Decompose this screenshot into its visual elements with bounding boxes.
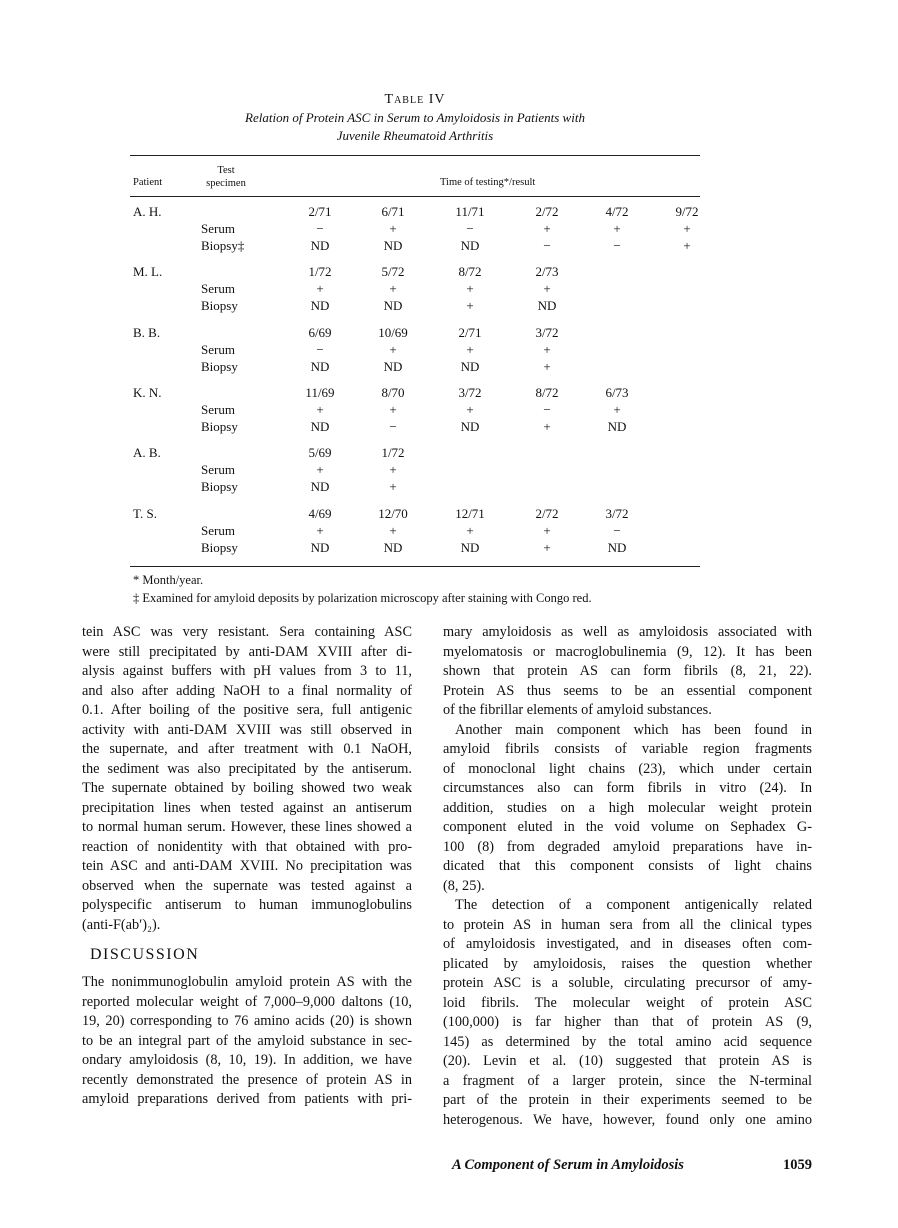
- text-line: (20). Levin et al. (10) suggested that protein AS is: [443, 1053, 812, 1069]
- biopsy-result: ND: [460, 418, 480, 434]
- table-subtitle: [0, 109, 830, 145]
- text-line: Another main component which has been found in: [455, 721, 812, 738]
- text-line: loid fibrils. The molecular weight of protein ASC: [443, 994, 812, 1011]
- header-time-of-testing: Time of testing*/result: [440, 177, 536, 188]
- row-label-biopsy: Biopsy: [201, 298, 238, 314]
- biopsy-result: +: [543, 539, 551, 555]
- biopsy-result: +: [466, 298, 474, 314]
- row-label-serum: Serum: [201, 462, 235, 478]
- text-line: the sediment was also precipitated by the antiserum.: [82, 760, 412, 777]
- running-title: A Component of Serum in Amyloidosis: [452, 1157, 684, 1173]
- serum-result: +: [389, 401, 397, 417]
- test-date: 5/72: [381, 264, 405, 280]
- test-date: 2/71: [458, 324, 482, 340]
- serum-result: +: [466, 401, 474, 417]
- patient-name: K. N.: [133, 384, 162, 400]
- row-label-serum: Serum: [201, 522, 235, 538]
- text-line: 19, 20) corresponding to 76 amino acids (20) is shown: [82, 1013, 412, 1029]
- patient-name: A. H.: [133, 204, 162, 219]
- paragraph: [82, 623, 412, 935]
- text-line: The supernate obtained by boiling showed two weak: [82, 780, 412, 796]
- text-line: (8, 25).: [443, 877, 485, 894]
- serum-result: +: [613, 221, 621, 236]
- text-line: precipitation lines when tested against an antiserum: [82, 799, 412, 816]
- serum-result: +: [543, 522, 551, 538]
- test-date: 8/72: [535, 384, 559, 400]
- test-date: 8/72: [458, 264, 482, 280]
- biopsy-result: +: [683, 238, 691, 253]
- text-line: The detection of a component antigenically related: [455, 897, 812, 913]
- test-date: 9/72: [675, 204, 699, 219]
- text-line: amyloid preparations derived from patients with pri-: [82, 1091, 412, 1107]
- patient-name: M. L.: [133, 264, 163, 280]
- text-line: the supernate, and after treatment with 0.1 NaOH,: [82, 741, 412, 757]
- text-line: 100 (8) from degraded amyloid preparations have in-: [443, 838, 812, 855]
- patient-name: B. B.: [133, 324, 161, 340]
- biopsy-result: −: [389, 418, 397, 434]
- serum-result: +: [389, 281, 397, 297]
- text-line: alysis against buffers with pH values from 3 to 11,: [82, 663, 412, 679]
- biopsy-result: ND: [607, 418, 627, 434]
- serum-result: +: [316, 401, 324, 417]
- text-line: activity with anti-DAM XVIII was still observed in: [82, 721, 412, 738]
- serum-result: +: [613, 401, 621, 417]
- left-text-column: [82, 623, 412, 1110]
- biopsy-result: +: [543, 358, 551, 374]
- text-line: polyspecific antiserum to human immunoglobulins: [82, 897, 412, 913]
- paragraph: [82, 973, 412, 1110]
- test-date: 12/71: [455, 505, 485, 521]
- text-line: mary amyloidosis as well as amyloidosis associated with: [443, 624, 812, 640]
- text-line: protein ASC is a soluble, circulating precursor of amy-: [443, 975, 812, 991]
- serum-result: +: [543, 221, 551, 236]
- footnote-month-year: * Month/year.: [133, 573, 204, 587]
- serum-result: +: [683, 221, 691, 236]
- serum-result: +: [389, 341, 397, 357]
- text-line: shown that protein AS can form fibrils (8, 21, 22).: [443, 663, 812, 679]
- serum-result: +: [316, 522, 324, 538]
- biopsy-result: ND: [310, 298, 330, 314]
- text-line: dicated that this component consists of light chains: [443, 858, 812, 874]
- row-label-serum: Serum: [201, 341, 235, 357]
- test-date: 6/71: [381, 204, 405, 219]
- section-heading: DISCUSSION: [90, 946, 200, 963]
- serum-result: +: [466, 281, 474, 297]
- text-line: amyloid fibrils consists of variable region fragments: [443, 741, 812, 757]
- text-line: plicated by amyloidosis, raises the question whether: [443, 955, 812, 972]
- text-line: component eluted in the void volume on Sephadex G-: [443, 819, 812, 835]
- test-date: 11/71: [455, 204, 485, 219]
- table-header-rule: [130, 196, 700, 197]
- test-date: 6/69: [308, 324, 332, 340]
- row-label-serum: Serum: [201, 401, 235, 417]
- footnote-biopsy: ‡ Examined for amyloid deposits by polarization microscopy after staining with Congo red.: [133, 591, 592, 605]
- biopsy-result: ND: [310, 539, 330, 555]
- biopsy-result: ND: [383, 358, 403, 374]
- biopsy-result: ND: [310, 418, 330, 434]
- test-date: 4/72: [605, 204, 629, 219]
- biopsy-result: ND: [310, 238, 330, 253]
- text-line: tein ASC and anti-DAM XVIII. No precipitation was: [82, 858, 412, 874]
- patient-name: A. B.: [133, 445, 161, 461]
- serum-result: −: [466, 221, 474, 236]
- text-line: 145) as determined by the total amino acid sequence: [443, 1033, 812, 1050]
- serum-result: +: [466, 341, 474, 357]
- paragraph: [443, 623, 812, 721]
- test-date: 4/69: [308, 505, 332, 521]
- text-line: The nonimmunoglobulin amyloid protein AS with the: [82, 974, 412, 990]
- text-line: of the fibrillar elements of amyloid substances.: [443, 702, 712, 718]
- biopsy-result: +: [543, 418, 551, 434]
- serum-result: −: [543, 401, 551, 417]
- paragraph: [443, 896, 812, 1130]
- test-date: 6/73: [605, 384, 629, 400]
- serum-result: +: [389, 522, 397, 538]
- biopsy-result: ND: [537, 298, 557, 314]
- test-date: 2/72: [535, 505, 559, 521]
- text-line: recently demonstrated the presence of protein AS in: [82, 1071, 412, 1088]
- serum-result: +: [389, 462, 397, 478]
- test-date: 12/70: [378, 505, 408, 521]
- header-test-line: specimen: [206, 178, 246, 189]
- table-bottom-rule: [130, 566, 700, 567]
- biopsy-result: ND: [310, 358, 330, 374]
- text-line: part of the protein in their experiments seemed to be: [443, 1092, 812, 1108]
- row-label-serum: Serum: [201, 221, 235, 236]
- row-label-serum: Serum: [201, 281, 235, 297]
- text-line: (100,000) is far higher than that of protein AS (9,: [443, 1014, 812, 1030]
- text-line: and also after adding NaOH to a final normality of: [82, 682, 412, 699]
- paragraph: [443, 721, 812, 897]
- serum-result: +: [543, 341, 551, 357]
- test-date: 3/72: [605, 505, 629, 521]
- serum-result: +: [316, 462, 324, 478]
- serum-result: −: [316, 221, 324, 236]
- serum-result: +: [466, 522, 474, 538]
- biopsy-result: ND: [383, 298, 403, 314]
- test-date: 2/72: [535, 204, 559, 219]
- serum-result: +: [316, 281, 324, 297]
- patient-name: T. S.: [133, 505, 157, 521]
- biopsy-result: ND: [460, 238, 480, 253]
- header-test-line: Test: [217, 165, 235, 176]
- row-label-biopsy: Biopsy‡: [201, 238, 245, 253]
- test-date: 5/69: [308, 445, 332, 461]
- biopsy-result: ND: [383, 539, 403, 555]
- biopsy-result: ND: [460, 358, 480, 374]
- test-date: 3/72: [458, 384, 482, 400]
- serum-result: −: [316, 341, 324, 357]
- text-line: myelomatosis or macroglobulinemia (9, 12). It has been: [443, 643, 812, 660]
- text-line: were still precipitated by anti-DAM XVIII after di-: [82, 643, 412, 660]
- header-patient: Patient: [133, 177, 163, 188]
- text-line: of amyloidosis investigated, and in diseases often com-: [443, 936, 812, 952]
- page-number: 1059: [783, 1157, 812, 1173]
- text-line: a fragment of a larger protein, since the N-terminal: [443, 1072, 812, 1089]
- biopsy-result: −: [543, 238, 551, 253]
- test-date: 2/71: [308, 204, 332, 219]
- text-line: reported molecular weight of 7,000–9,000 daltons (10,: [82, 993, 412, 1010]
- test-date: 3/72: [535, 324, 559, 340]
- text-line: (anti-F(ab′)₂).: [82, 916, 161, 933]
- text-line: to normal human serum. However, these lines showed a: [82, 819, 412, 835]
- text-line: circumstances also can form fibrils in vitro (24). In: [443, 780, 812, 796]
- biopsy-result: ND: [607, 539, 627, 555]
- test-date: 2/73: [535, 264, 559, 280]
- biopsy-result: +: [389, 479, 397, 495]
- biopsy-result: −: [613, 238, 621, 253]
- text-line: to protein AS in human sera from all the clinical types: [443, 916, 812, 933]
- test-date: 1/72: [308, 264, 332, 280]
- text-line: 0.1. After boiling of the positive sera, full antigenic: [82, 702, 412, 718]
- serum-result: +: [543, 281, 551, 297]
- text-line: of monoclonal light chains (23), which under certain: [443, 760, 812, 777]
- text-line: tein ASC was very resistant. Sera containing ASC: [82, 624, 412, 640]
- table-subtitle-line: Relation of Protein ASC in Serum to Amyloidosis in Patients with: [245, 110, 585, 125]
- biopsy-result: ND: [310, 479, 330, 495]
- header-test-specimen: [200, 164, 252, 190]
- row-label-biopsy: Biopsy: [201, 539, 238, 555]
- text-line: ondary amyloidosis (8, 10, 19). In addition, we have: [82, 1052, 412, 1068]
- right-text-column: [443, 623, 812, 1130]
- biopsy-result: ND: [460, 539, 480, 555]
- text-line: heterogenous. We have, however, found only one amino: [443, 1111, 812, 1128]
- test-date: 8/70: [381, 384, 405, 400]
- test-date: 11/69: [305, 384, 335, 400]
- row-label-biopsy: Biopsy: [201, 479, 238, 495]
- table-title: Table IV: [384, 92, 446, 107]
- serum-result: −: [613, 522, 621, 538]
- biopsy-result: ND: [383, 238, 403, 253]
- row-label-biopsy: Biopsy: [201, 358, 238, 374]
- serum-result: +: [389, 221, 397, 236]
- table-top-rule: [130, 155, 700, 156]
- test-date: 1/72: [381, 445, 405, 461]
- row-label-biopsy: Biopsy: [201, 418, 238, 434]
- text-line: addition, studies on a high molecular weight protein: [443, 799, 812, 816]
- text-line: reaction of nonidentity with that obtained with pro-: [82, 838, 412, 855]
- text-line: observed when the supernate was tested against a: [82, 877, 412, 894]
- text-line: Protein AS thus seems to be an essential component: [443, 682, 812, 699]
- test-date: 10/69: [378, 324, 408, 340]
- text-line: to be an integral part of the amyloid substance in sec-: [82, 1032, 412, 1049]
- table-subtitle-line: Juvenile Rheumatoid Arthritis: [336, 128, 494, 143]
